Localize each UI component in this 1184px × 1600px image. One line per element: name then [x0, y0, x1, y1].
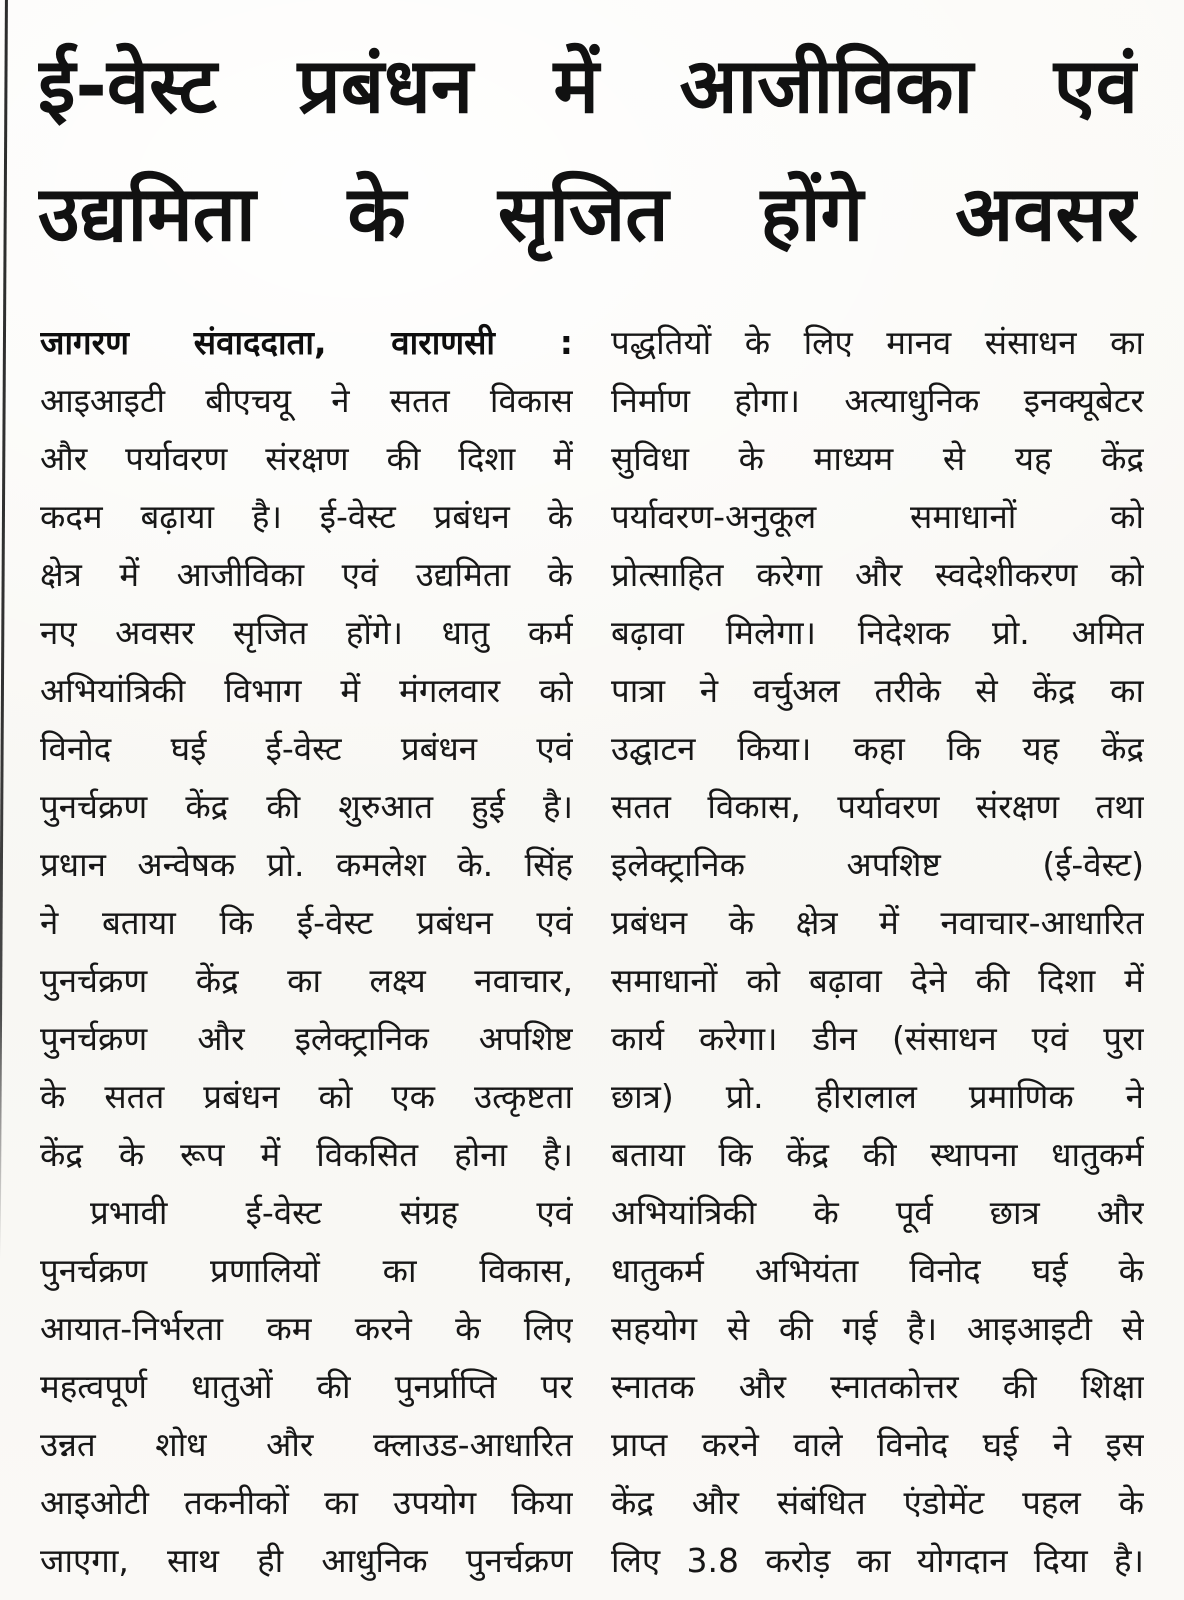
text-line: अभियांत्रिकी के पूर्व छात्र और [611, 1193, 1144, 1232]
text-line: उद्घाटन किया। कहा कि यह केंद्र [611, 729, 1144, 768]
text-line: सतत विकास, पर्यावरण संरक्षण तथा [611, 787, 1144, 826]
text-line: विनोद घई ई-वेस्ट प्रबंधन एवं [40, 729, 573, 768]
text-line: नए अवसर सृजित होंगे। धातु कर्म [40, 613, 573, 652]
text-line: समाधानों को बढ़ावा देने की दिशा में [611, 961, 1144, 1000]
text-line: महत्वपूर्ण धातुओं की पुनर्प्राप्ति पर [40, 1367, 573, 1406]
text-line: पुनर्चक्रण और इलेक्ट्रानिक अपशिष्ट [40, 1019, 573, 1058]
text-line: अभियांत्रिकी विभाग में मंगलवार को [40, 671, 573, 710]
article-body [40, 314, 1144, 1590]
text-line: प्रोत्साहित करेगा और स्वदेशीकरण को [611, 555, 1144, 594]
left-edge-rule [0, 0, 8, 1298]
text-line: प्रधान अन्वेषक प्रो. कमलेश के. सिंह [40, 845, 573, 884]
text-line: स्नातक और स्नातकोत्तर की शिक्षा [611, 1367, 1144, 1406]
text-line: बताया कि केंद्र की स्थापना धातुकर्म [611, 1135, 1144, 1174]
text-line: प्राप्त करने वाले विनोद घई ने इस [611, 1425, 1144, 1464]
text-line: छात्र) प्रो. हीरालाल प्रमाणिक ने [611, 1077, 1144, 1116]
text-line: केंद्र और संबंधित एंडोमेंट पहल के [611, 1483, 1144, 1522]
text-line: क्षेत्र में आजीविका एवं उद्यमिता के [40, 555, 573, 594]
text-line: धातुकर्म अभियंता विनोद घई के [611, 1251, 1144, 1290]
text-line: आयात-निर्भरता कम करने के लिए [40, 1309, 573, 1348]
text-line: निर्माण होगा। अत्याधुनिक इनक्यूबेटर [611, 381, 1144, 420]
column-left [40, 314, 573, 1590]
text-line: और पर्यावरण संरक्षण की दिशा में [40, 439, 573, 478]
text-line: पर्यावरण-अनुकूल समाधानों को [611, 497, 1144, 536]
text-line: कार्य करेगा। डीन (संसाधन एवं पुरा [611, 1019, 1144, 1058]
text-line: जाएगा, साथ ही आधुनिक पुनर्चक्रण [40, 1541, 573, 1580]
text-line: बढ़ावा मिलेगा। निदेशक प्रो. अमित [611, 613, 1144, 652]
text-line: प्रबंधन के क्षेत्र में नवाचार-आधारित [611, 903, 1144, 942]
headline-line-2: उद्यमिता के सृजित होंगे अवसर [38, 169, 1138, 258]
text-line: के सतत प्रबंधन को एक उत्कृष्टता [40, 1077, 573, 1116]
article-headline [38, 22, 1138, 278]
paragraph-start-line: प्रभावी ई-वेस्ट संग्रह एवं [90, 1193, 573, 1232]
dateline: जागरण संवाददाता, वाराणसी : [40, 323, 573, 362]
text-line: पुनर्चक्रण केंद्र का लक्ष्य नवाचार, [40, 961, 573, 1000]
text-line: आइओटी तकनीकों का उपयोग किया [40, 1483, 573, 1522]
text-line: केंद्र के रूप में विकसित होना है। [40, 1135, 573, 1174]
text-line: सुविधा के माध्यम से यह केंद्र [611, 439, 1144, 478]
text-line: सहयोग से की गई है। आइआइटी से [611, 1309, 1144, 1348]
text-line: ने बताया कि ई-वेस्ट प्रबंधन एवं [40, 903, 573, 942]
text-line: पद्धतियों के लिए मानव संसाधन का [611, 323, 1144, 362]
text-line: इलेक्ट्रानिक अपशिष्ट (ई-वेस्ट) [611, 845, 1144, 884]
headline-line-1: ई-वेस्ट प्रबंधन में आजीविका एवं [38, 41, 1138, 130]
text-line: पुनर्चक्रण प्रणालियों का विकास, [40, 1251, 573, 1290]
text-line: लिए 3.8 करोड़ का योगदान दिया है। [611, 1541, 1144, 1580]
text-line: आइआइटी बीएचयू ने सतत विकास [40, 381, 573, 420]
text-line: उन्नत शोध और क्लाउड-आधारित [40, 1425, 573, 1464]
column-right [611, 314, 1144, 1590]
text-line: पात्रा ने वर्चुअल तरीके से केंद्र का [611, 671, 1144, 710]
text-line: कदम बढ़ाया है। ई-वेस्ट प्रबंधन के [40, 497, 573, 536]
text-line: पुनर्चक्रण केंद्र की शुरुआत हुई है। [40, 787, 573, 826]
